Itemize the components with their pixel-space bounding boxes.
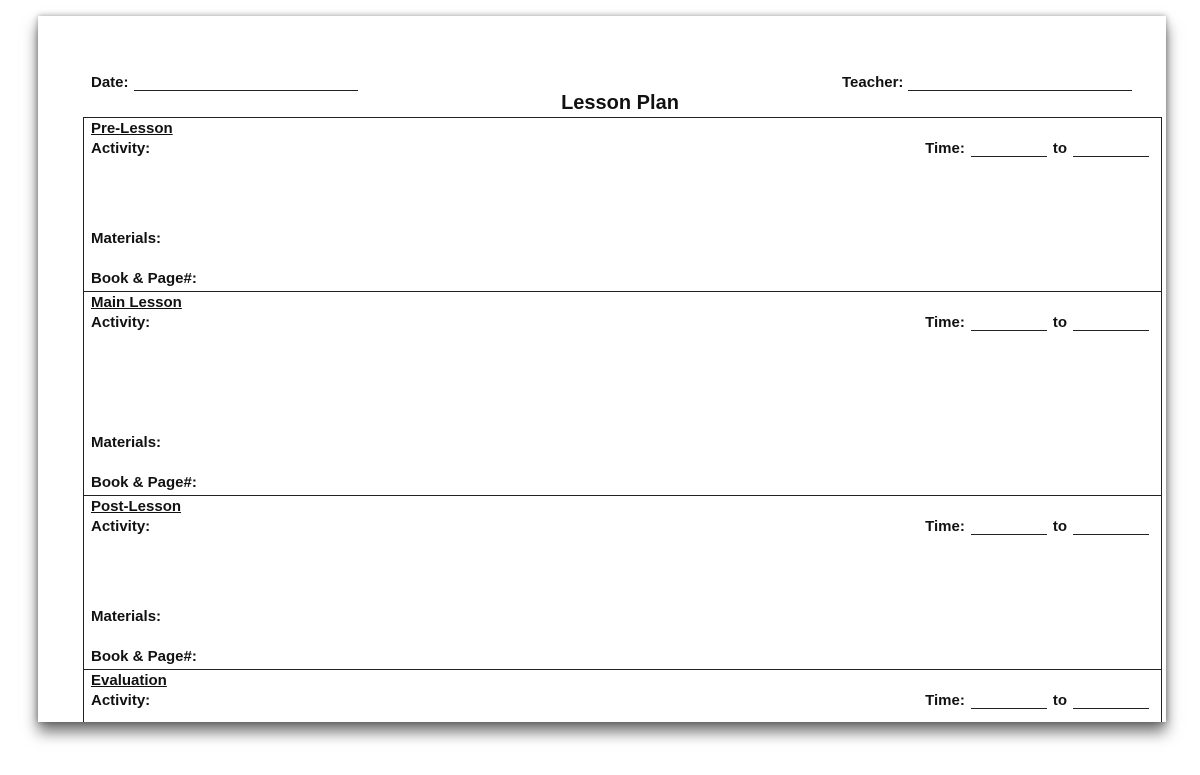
section-title: Pre-Lesson [91, 120, 173, 137]
page-title: Lesson Plan [561, 92, 679, 114]
materials-label: Materials: [91, 230, 162, 247]
time-end-blank[interactable] [1073, 143, 1149, 157]
section-title: Main Lesson [91, 294, 182, 311]
book-page-label: Book & Page#: [91, 648, 197, 665]
activity-label: Activity: [91, 140, 151, 157]
date-label: Date: [91, 74, 129, 91]
activity-label: Activity: [91, 692, 151, 709]
section-title: Post-Lesson [91, 498, 182, 515]
book-page-label: Book & Page#: [91, 474, 197, 491]
time-label: Time: [925, 140, 965, 157]
time-label: Time: [925, 692, 965, 709]
time-label: Time: [925, 314, 965, 331]
materials-label: Materials: [91, 434, 162, 451]
time-start-blank[interactable] [971, 695, 1047, 709]
time-range [925, 140, 1149, 157]
time-range [925, 692, 1149, 709]
section-pre-lesson [84, 118, 1161, 292]
book-page-label: Book & Page#: [91, 270, 197, 287]
time-range [925, 314, 1149, 331]
date-field [91, 74, 358, 91]
activity-label: Activity: [91, 314, 151, 331]
time-start-blank[interactable] [971, 521, 1047, 535]
teacher-label: Teacher: [842, 74, 904, 91]
time-end-blank[interactable] [1073, 521, 1149, 535]
teacher-field [842, 74, 1132, 91]
time-range [925, 518, 1149, 535]
time-end-blank[interactable] [1073, 317, 1149, 331]
time-to-label: to [1052, 692, 1067, 709]
time-to-label: to [1052, 314, 1067, 331]
date-blank[interactable] [134, 76, 358, 91]
time-end-blank[interactable] [1073, 695, 1149, 709]
time-to-label: to [1052, 518, 1067, 535]
section-evaluation [84, 670, 1161, 722]
time-start-blank[interactable] [971, 143, 1047, 157]
lesson-table [83, 117, 1162, 722]
time-label: Time: [925, 518, 965, 535]
time-start-blank[interactable] [971, 317, 1047, 331]
section-main-lesson [84, 292, 1161, 496]
section-title: Evaluation [91, 672, 167, 689]
lesson-plan-document [38, 16, 1166, 722]
materials-label: Materials: [91, 608, 162, 625]
teacher-blank[interactable] [908, 76, 1132, 91]
time-to-label: to [1052, 140, 1067, 157]
section-post-lesson [84, 496, 1161, 670]
activity-label: Activity: [91, 518, 151, 535]
